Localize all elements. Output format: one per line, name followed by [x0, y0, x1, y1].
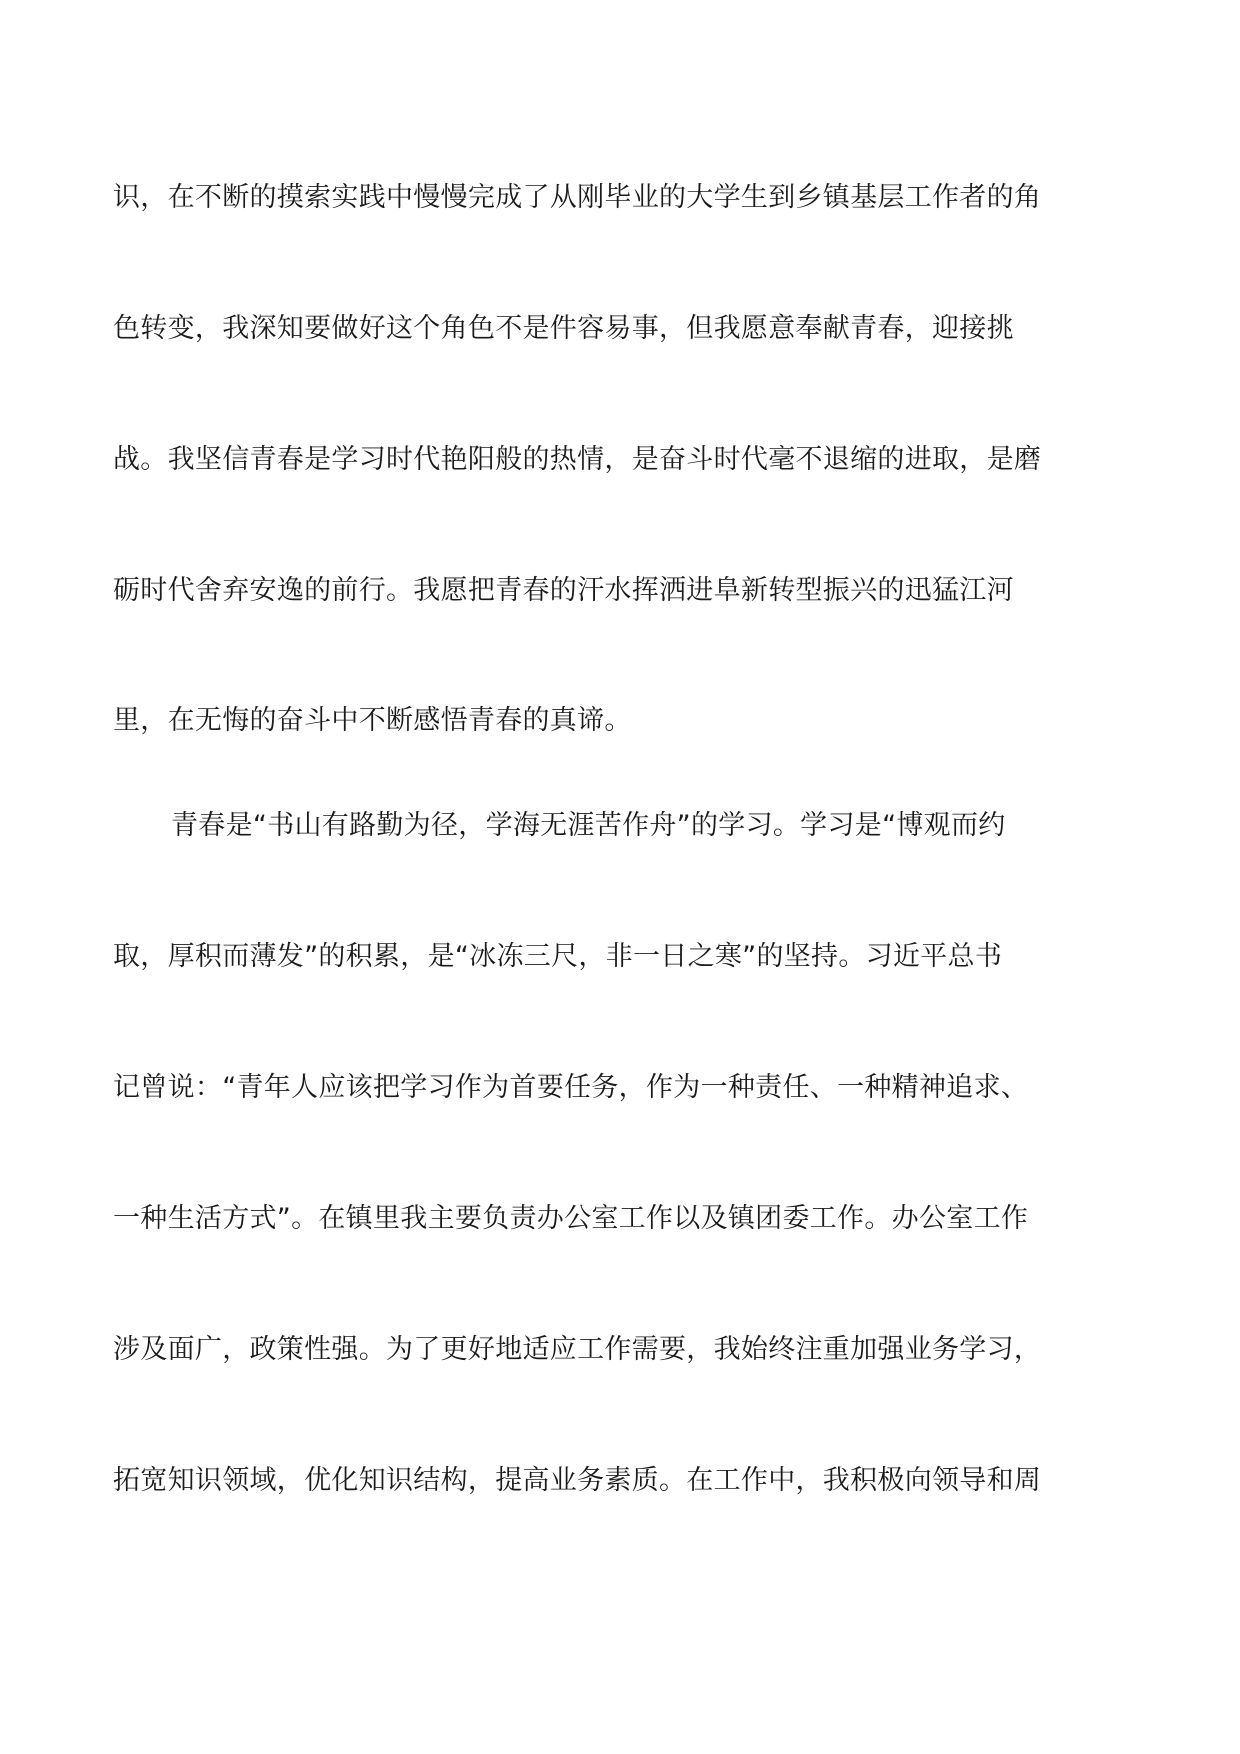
- paragraph-first-line: 青春是“书山有路勤为径，学海无涯苦作舟”的学习。学习是“博观而约: [171, 810, 1006, 841]
- text-line: 涉及面广，政策性强。为了更好地适应工作需要，我始终注重加强业务学习，: [113, 1334, 1042, 1365]
- text-line: 记曾说：“青年人应该把学习作为首要任务，作为一种责任、一种精神追求、: [113, 1072, 1029, 1103]
- text-line: 识，在不断的摸索实践中慢慢完成了从刚毕业的大学生到乡镇基层工作者的角: [113, 182, 1042, 213]
- text-line: 取，厚积而薄发”的积累，是“冰冻三尺，非一日之寒”的坚持。习近平总书: [113, 941, 1003, 972]
- text-line: 战。我坚信青春是学习时代艳阳般的热情，是奋斗时代毫不退缩的进取，是磨: [113, 444, 1042, 475]
- text-line: 色转变，我深知要做好这个角色不是件容易事，但我愿意奉献青春，迎接挑: [113, 313, 1014, 344]
- text-line: 砺时代舍弃安逸的前行。我愿把青春的汗水挥洒进阜新转型振兴的迅猛江河: [113, 575, 1014, 606]
- text-line: 一种生活方式”。在镇里我主要负责办公室工作以及镇团委工作。办公室工作: [113, 1203, 1029, 1234]
- text-line: 拓宽知识领域，优化知识结构，提高业务素质。在工作中，我积极向领导和周: [113, 1465, 1042, 1496]
- text-line: 里，在无悔的奋斗中不断感悟青春的真谛。: [113, 705, 632, 736]
